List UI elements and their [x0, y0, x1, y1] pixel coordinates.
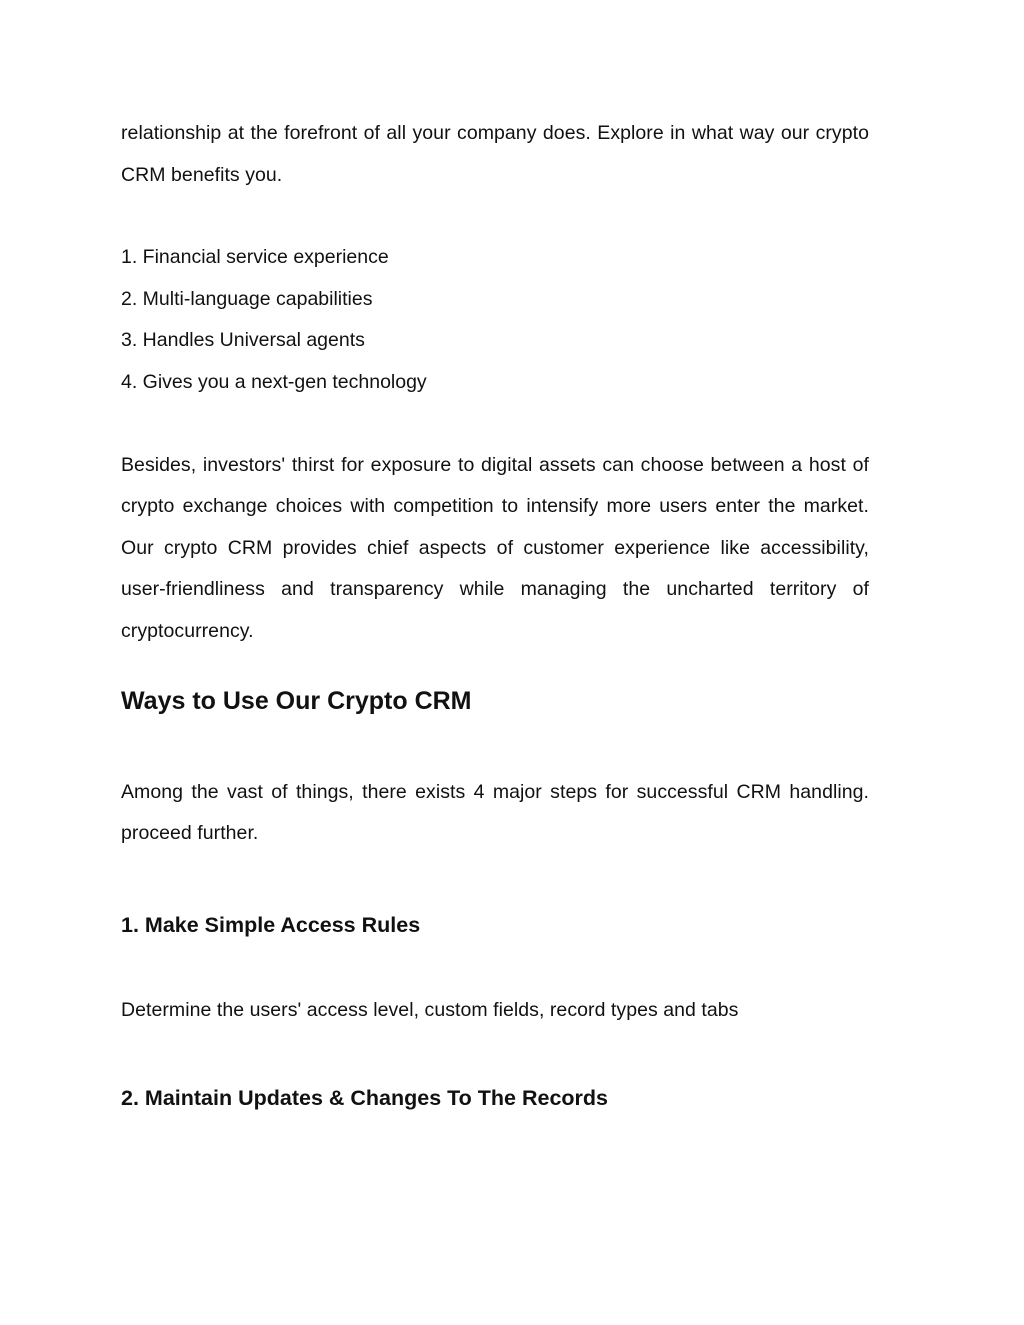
body-paragraph: Besides, investors' thirst for exposure to digital assets can choose between a host of crypto exchange choices with competition to intensify more users enter the market. Our crypto CRM provides chief aspects of customer experience like accessibility, user-friendliness and transparency while managing the uncharted territory of cryptocurrency. — [121, 453, 869, 642]
steps-intro-paragraph: Among the vast of things, there exists 4 major steps for successful CRM handling. proceed further. — [121, 780, 869, 845]
step1-paragraph: Determine the users' access level, custom fields, record types and tabs — [121, 998, 739, 1021]
step1-heading-wrapper — [121, 910, 869, 940]
section-heading-wrapper — [121, 685, 869, 717]
benefit-item: 3. Handles Universal agents — [121, 329, 365, 352]
section-heading: Ways to Use Our Crypto CRM — [121, 686, 472, 715]
intro-paragraph: relationship at the forefront of all your company does. Explore in what way our crypto CRM benefits you. — [121, 122, 869, 186]
step2-heading: 2. Maintain Updates & Changes To The Records — [121, 1086, 609, 1111]
benefit-item: 2. Multi-language capabilities — [121, 287, 373, 310]
benefits-list — [121, 237, 869, 403]
step1-heading: 1. Make Simple Access Rules — [121, 912, 421, 937]
benefit-item: 1. Financial service experience — [121, 246, 389, 269]
document-content — [121, 113, 869, 1113]
benefit-item: 4. Gives you a next-gen technology — [121, 370, 427, 393]
